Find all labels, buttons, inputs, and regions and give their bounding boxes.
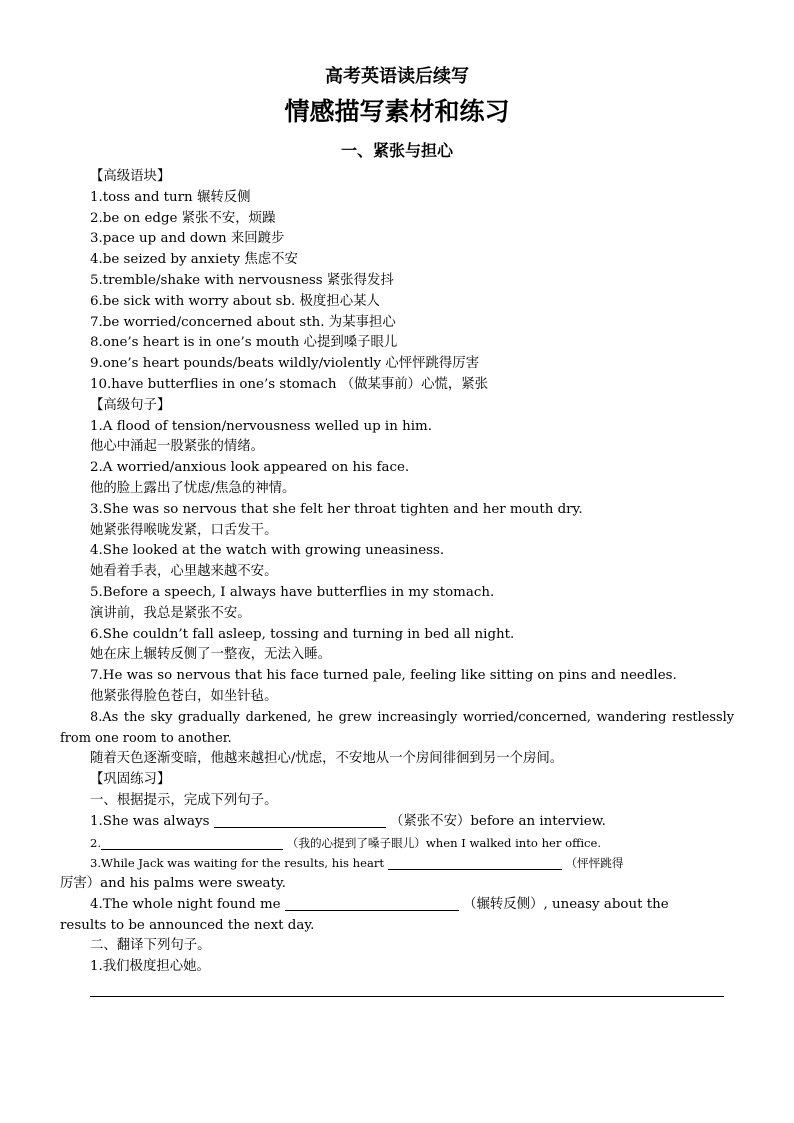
exercise-2 bbox=[60, 833, 734, 854]
sentences-heading: 【高级句子】 bbox=[90, 397, 171, 413]
document-page bbox=[60, 66, 734, 997]
sentence-zh: 她紧张得喉咙发紧，口舌发干。 bbox=[90, 522, 278, 538]
sentence-en: 7.He was so nervous that his face turned pale, feeling like sitting on pins and needles. bbox=[90, 668, 677, 684]
exercise-3-continued: 厉害）and his palms were sweaty. bbox=[60, 876, 286, 892]
exercise-3-hint: （怦怦跳得 bbox=[565, 856, 624, 871]
exercise-1-prefix: 1.She was always bbox=[90, 813, 210, 829]
chunk-item: 4.be seized by anxiety 焦虑不安 bbox=[90, 252, 298, 268]
chunk-item: 3.pace up and down 来回踱步 bbox=[90, 231, 285, 247]
exercise-2-prefix: 2. bbox=[90, 835, 102, 850]
answer-blank[interactable] bbox=[101, 835, 283, 850]
practice-part1-title: 一、根据提示，完成下列句子。 bbox=[90, 792, 278, 808]
sentence-en: 1.A flood of tension/nervousness welled up in him. bbox=[90, 418, 432, 434]
exercise-3-prefix: 3.While Jack was waiting for the results, his heart bbox=[90, 856, 385, 871]
exercise-1-hint: （紧张不安）before an interview. bbox=[390, 813, 606, 829]
sentence-zh: 他的脸上露出了忧虑/焦急的神情。 bbox=[90, 480, 296, 496]
sentence-zh: 他心中涌起一股紧张的情绪。 bbox=[90, 439, 265, 455]
practice-part2-title: 二、翻译下列句子。 bbox=[90, 938, 211, 954]
document-title: 高考英语读后续写 bbox=[325, 66, 469, 87]
answer-blank[interactable] bbox=[285, 896, 459, 911]
chunk-item: 8.one’s heart is in one’s mouth 心提到嗓子眼儿 bbox=[90, 335, 398, 351]
chunk-item: 9.one’s heart pounds/beats wildly/violently 心怦怦跳得厉害 bbox=[90, 356, 480, 372]
exercise-4-hint: （辗转反侧）, uneasy about the bbox=[463, 896, 669, 912]
sentence-zh: 他紧张得脸色苍白，如坐针毡。 bbox=[90, 688, 278, 704]
exercise-1 bbox=[60, 812, 734, 833]
sentence-en: 4.She looked at the watch with growing uneasiness. bbox=[90, 543, 445, 559]
chunk-item: 2.be on edge 紧张不安，烦躁 bbox=[90, 210, 276, 226]
chunk-item: 7.be worried/concerned about sth. 为某事担心 bbox=[90, 314, 396, 330]
sentence-en: 6.She couldn’t fall asleep, tossing and turning in bed all night. bbox=[90, 626, 515, 642]
translation-1: 1.我们极度担心她。 bbox=[90, 959, 210, 975]
exercise-4 bbox=[60, 895, 734, 916]
document-subtitle: 情感描写素材和练习 bbox=[284, 97, 510, 126]
sentence-zh: 演讲前，我总是紧张不安。 bbox=[90, 605, 251, 621]
sentence-en: 2.A worried/anxious look appeared on his face. bbox=[90, 460, 410, 476]
sentence-en: 8.As the sky gradually darkened, he grew increasingly worried/concerned, wandering restlessly from one room to another. bbox=[60, 709, 734, 746]
exercise-2-hint: （我的心提到了嗓子眼儿）when I walked into her office. bbox=[286, 835, 602, 850]
exercise-4-prefix: 4.The whole night found me bbox=[90, 896, 281, 912]
answer-line[interactable] bbox=[90, 996, 724, 997]
sentence-en: 5.Before a speech, I always have butterflies in my stomach. bbox=[90, 584, 495, 600]
chunks-heading: 【高级语块】 bbox=[90, 169, 171, 184]
exercise-4-continued: results to be announced the next day. bbox=[60, 917, 315, 933]
exercise-3 bbox=[60, 853, 734, 874]
chunk-item: 5.tremble/shake with nervousness 紧张得发抖 bbox=[90, 272, 394, 288]
sentence-zh: 她看着手表，心里越来越不安。 bbox=[90, 564, 278, 580]
answer-blank[interactable] bbox=[388, 855, 562, 870]
practice-heading: 【巩固练习】 bbox=[90, 772, 171, 788]
sentence-zh: 她在床上辗转反侧了一整夜，无法入睡。 bbox=[90, 647, 332, 663]
sentence-en: 3.She was so nervous that she felt her throat tighten and her mouth dry. bbox=[90, 501, 583, 517]
sentence-zh: 随着天色逐渐变暗，他越来越担心/忧虑，不安地从一个房间徘徊到另一个房间。 bbox=[90, 751, 564, 767]
chunk-item: 6.be sick with worry about sb. 极度担心某人 bbox=[90, 293, 380, 309]
section-heading: 一、紧张与担心 bbox=[340, 141, 453, 160]
answer-blank[interactable] bbox=[214, 813, 386, 828]
chunk-item: 10.have butterflies in one’s stomach （做某事前）心慌，紧张 bbox=[90, 376, 489, 392]
chunk-item: 1.toss and turn 辗转反侧 bbox=[90, 189, 251, 205]
